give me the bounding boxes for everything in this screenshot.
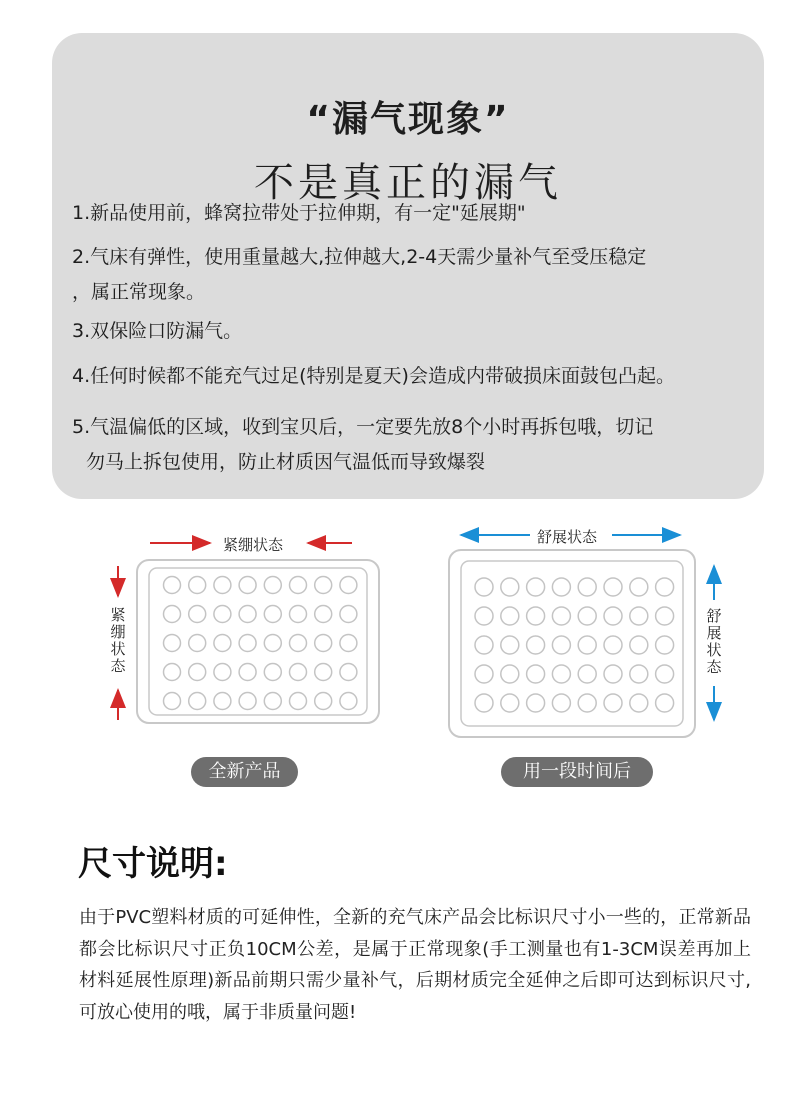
honeycomb-cell [340, 693, 357, 710]
honeycomb-cell [501, 578, 519, 596]
honeycomb-cell [315, 635, 332, 652]
honeycomb-cell [315, 693, 332, 710]
honeycomb-cell [552, 665, 570, 683]
honeycomb-cell [527, 578, 545, 596]
honeycomb-cell [501, 636, 519, 654]
honeycomb-cell [604, 636, 622, 654]
caption-after-use: 用一段时间后 [501, 757, 653, 787]
mattress-inner-used [461, 561, 683, 726]
honeycomb-cell [239, 664, 256, 681]
honeycomb-cell [475, 636, 493, 654]
honeycomb-cell [164, 606, 181, 623]
size-section-title: 尺寸说明: [78, 844, 228, 884]
tight-label-horizontal: 紧绷状态 [219, 534, 287, 555]
honeycomb-cell [264, 606, 281, 623]
honeycomb-cell [656, 578, 674, 596]
honeycomb-cell [189, 606, 206, 623]
honeycomb-cell [630, 636, 648, 654]
honeycomb-cell [656, 607, 674, 625]
honeycomb-cell [214, 693, 231, 710]
honeycomb-cell [475, 578, 493, 596]
honeycomb-cell [630, 578, 648, 596]
honeycomb-cell [578, 607, 596, 625]
honeycomb-cell [656, 636, 674, 654]
notice-title: “漏气现象” [306, 99, 510, 140]
honeycomb-cell [552, 607, 570, 625]
relaxed-label-horizontal: 舒展状态 [533, 526, 601, 547]
honeycomb-cell [578, 694, 596, 712]
honeycomb-cell [527, 607, 545, 625]
honeycomb-cell [290, 664, 307, 681]
notice-item-text: 2.气床有弹性，使用重量越大,拉伸越大,2-4天需少量补气至受压稳定 [72, 246, 647, 268]
honeycomb-cell [578, 578, 596, 596]
notice-item-text: 3.双保险口防漏气。 [72, 320, 243, 342]
honeycomb-cell [290, 606, 307, 623]
honeycomb-cell [604, 578, 622, 596]
honeycomb-cell [164, 635, 181, 652]
honeycomb-cell [340, 664, 357, 681]
honeycomb-cell [189, 577, 206, 594]
honeycomb-cell [264, 577, 281, 594]
honeycomb-cell [552, 694, 570, 712]
honeycomb-cell [501, 665, 519, 683]
honeycomb-cell [656, 694, 674, 712]
honeycomb-cell [630, 665, 648, 683]
honeycomb-cell [189, 693, 206, 710]
honeycomb-cell [552, 578, 570, 596]
notice-item-text: 4.任何时候都不能充气过足(特别是夏天)会造成内带破损床面鼓包凸起。 [72, 365, 675, 387]
honeycomb-cell [290, 635, 307, 652]
honeycomb-cell [264, 635, 281, 652]
honeycomb-cell [552, 636, 570, 654]
honeycomb-cell [340, 635, 357, 652]
honeycomb-cell [239, 635, 256, 652]
tight-label-vertical: 紧绷状态 [110, 606, 126, 675]
honeycomb-cell [214, 577, 231, 594]
honeycomb-cell [578, 665, 596, 683]
notice-item-continuation: 勿马上拆包使用，防止材质因气温低而导致爆裂 [86, 451, 486, 473]
honeycomb-cell [501, 607, 519, 625]
honeycomb-cell [340, 606, 357, 623]
honeycomb-cell [315, 606, 332, 623]
honeycomb-cell [290, 693, 307, 710]
honeycomb-cell [239, 693, 256, 710]
honeycomb-cell [578, 636, 596, 654]
caption-new-product: 全新产品 [191, 757, 298, 787]
honeycomb-cell [527, 694, 545, 712]
notice-item-continuation: ，属正常现象。 [72, 281, 206, 303]
honeycomb-cell [239, 577, 256, 594]
honeycomb-cell [475, 607, 493, 625]
honeycomb-cell [239, 606, 256, 623]
honeycomb-cell [189, 664, 206, 681]
honeycomb-cell [527, 636, 545, 654]
honeycomb-cell [290, 577, 307, 594]
honeycomb-cell [214, 606, 231, 623]
honeycomb-cell [604, 694, 622, 712]
notice-item-text: 1.新品使用前，蜂窝拉带处于拉伸期，有一定"延展期" [72, 202, 526, 224]
honeycomb-cell [604, 607, 622, 625]
honeycomb-cell [656, 665, 674, 683]
honeycomb-cell [604, 665, 622, 683]
honeycomb-cell [475, 665, 493, 683]
size-description: 由于PVC塑料材质的可延伸性，全新的充气床产品会比标识尺寸小一些的，正常新品都会比标识尺寸正负10CM公差，是属于正常现象(手工测量也有1-3CM误差再加上材料延展性原理)新品前期只需少量补气，后期材质完全延伸之后即可达到标识尺寸,可放心使用的哦，属于非质量问题! [79, 907, 751, 1023]
honeycomb-cell [315, 664, 332, 681]
honeycomb-cell [264, 664, 281, 681]
honeycomb-cell [264, 693, 281, 710]
honeycomb-cell [315, 577, 332, 594]
honeycomb-cell [189, 635, 206, 652]
honeycomb-cell [164, 693, 181, 710]
honeycomb-cell [340, 577, 357, 594]
honeycomb-cell [527, 665, 545, 683]
honeycomb-cell [164, 577, 181, 594]
honeycomb-cell [475, 694, 493, 712]
honeycomb-cell [630, 694, 648, 712]
mattress-inner [149, 568, 367, 715]
honeycomb-cell [501, 694, 519, 712]
honeycomb-cell [164, 664, 181, 681]
notice-subtitle: 不是真正的漏气 [254, 160, 562, 206]
honeycomb-cell [630, 607, 648, 625]
honeycomb-cell [214, 664, 231, 681]
honeycomb-cell [214, 635, 231, 652]
notice-item-text: 5.气温偏低的区域，收到宝贝后，一定要先放8个小时再拆包哦，切记 [72, 416, 654, 438]
relaxed-label-vertical: 舒展状态 [706, 607, 722, 676]
